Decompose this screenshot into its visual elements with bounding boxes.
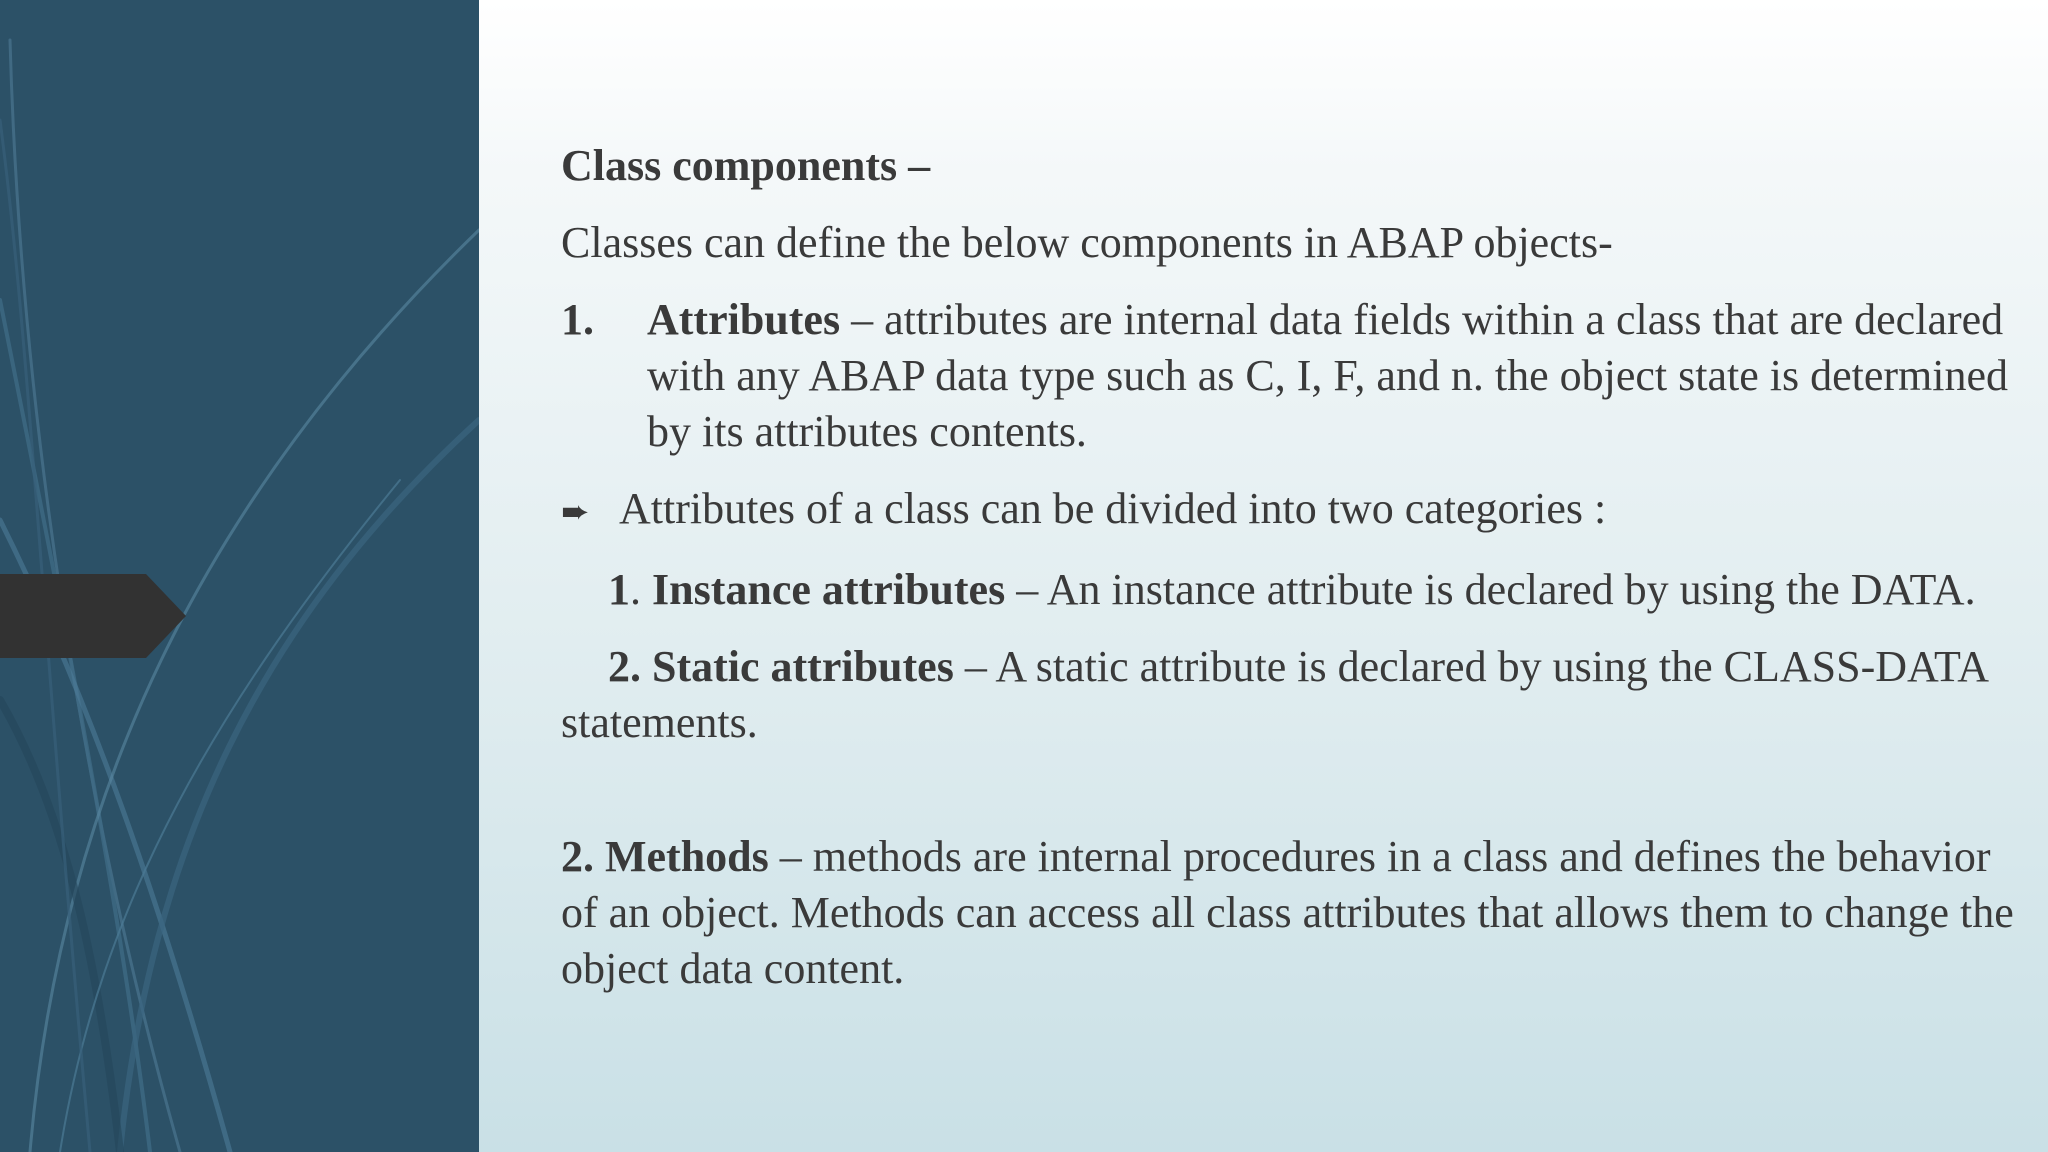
- item-number: 2.: [561, 832, 605, 881]
- sub-term: Static attributes: [652, 642, 954, 691]
- slide-text: [561, 138, 2021, 997]
- slide-content: [479, 0, 2048, 1152]
- attributes-item: [561, 292, 2021, 460]
- sub-number-dot: .: [630, 565, 652, 614]
- sub-description: – A static attribute is declared by using the CLASS-DATA statements.: [561, 642, 1987, 747]
- bullet-text: Attributes of a class can be divided into two categories :: [619, 484, 1607, 533]
- methods-item: [561, 829, 2021, 997]
- sub-description: – An instance attribute is declared by using the DATA.: [1005, 565, 1976, 614]
- item-number: 1.: [561, 295, 594, 344]
- decorative-sidebar: [0, 0, 479, 1152]
- sub-number-digit: 2.: [608, 642, 652, 691]
- instance-attributes-item: [561, 562, 2021, 618]
- item-description: – attributes are internal data fields within a class that are declared with any ABAP data type such as C, I, F, and n. the object state is determined by its attributes contents.: [647, 295, 2009, 456]
- intro-text: Classes can define the below components in ABAP objects-: [561, 218, 1613, 267]
- sub-number-digit: 1: [608, 565, 630, 614]
- bullet-item: [561, 481, 2021, 541]
- item-body: [647, 292, 2021, 460]
- static-attributes-item: [561, 639, 2021, 751]
- sub-number: [561, 642, 652, 691]
- item-term: Methods: [605, 832, 769, 881]
- item-term: Attributes: [647, 295, 841, 344]
- sub-term: Instance attributes: [652, 565, 1006, 614]
- slide-tab-marker: [0, 574, 186, 658]
- sub-number: [561, 565, 652, 614]
- slide-heading: Class components –: [561, 141, 931, 190]
- arrow-bullet-icon: ➨: [561, 494, 590, 531]
- item-description: – methods are internal procedures in a class and defines the behavior of an object. Methods can access all class attributes that allows them to change the object data content.: [561, 832, 2014, 993]
- decorative-curves: [0, 0, 479, 1152]
